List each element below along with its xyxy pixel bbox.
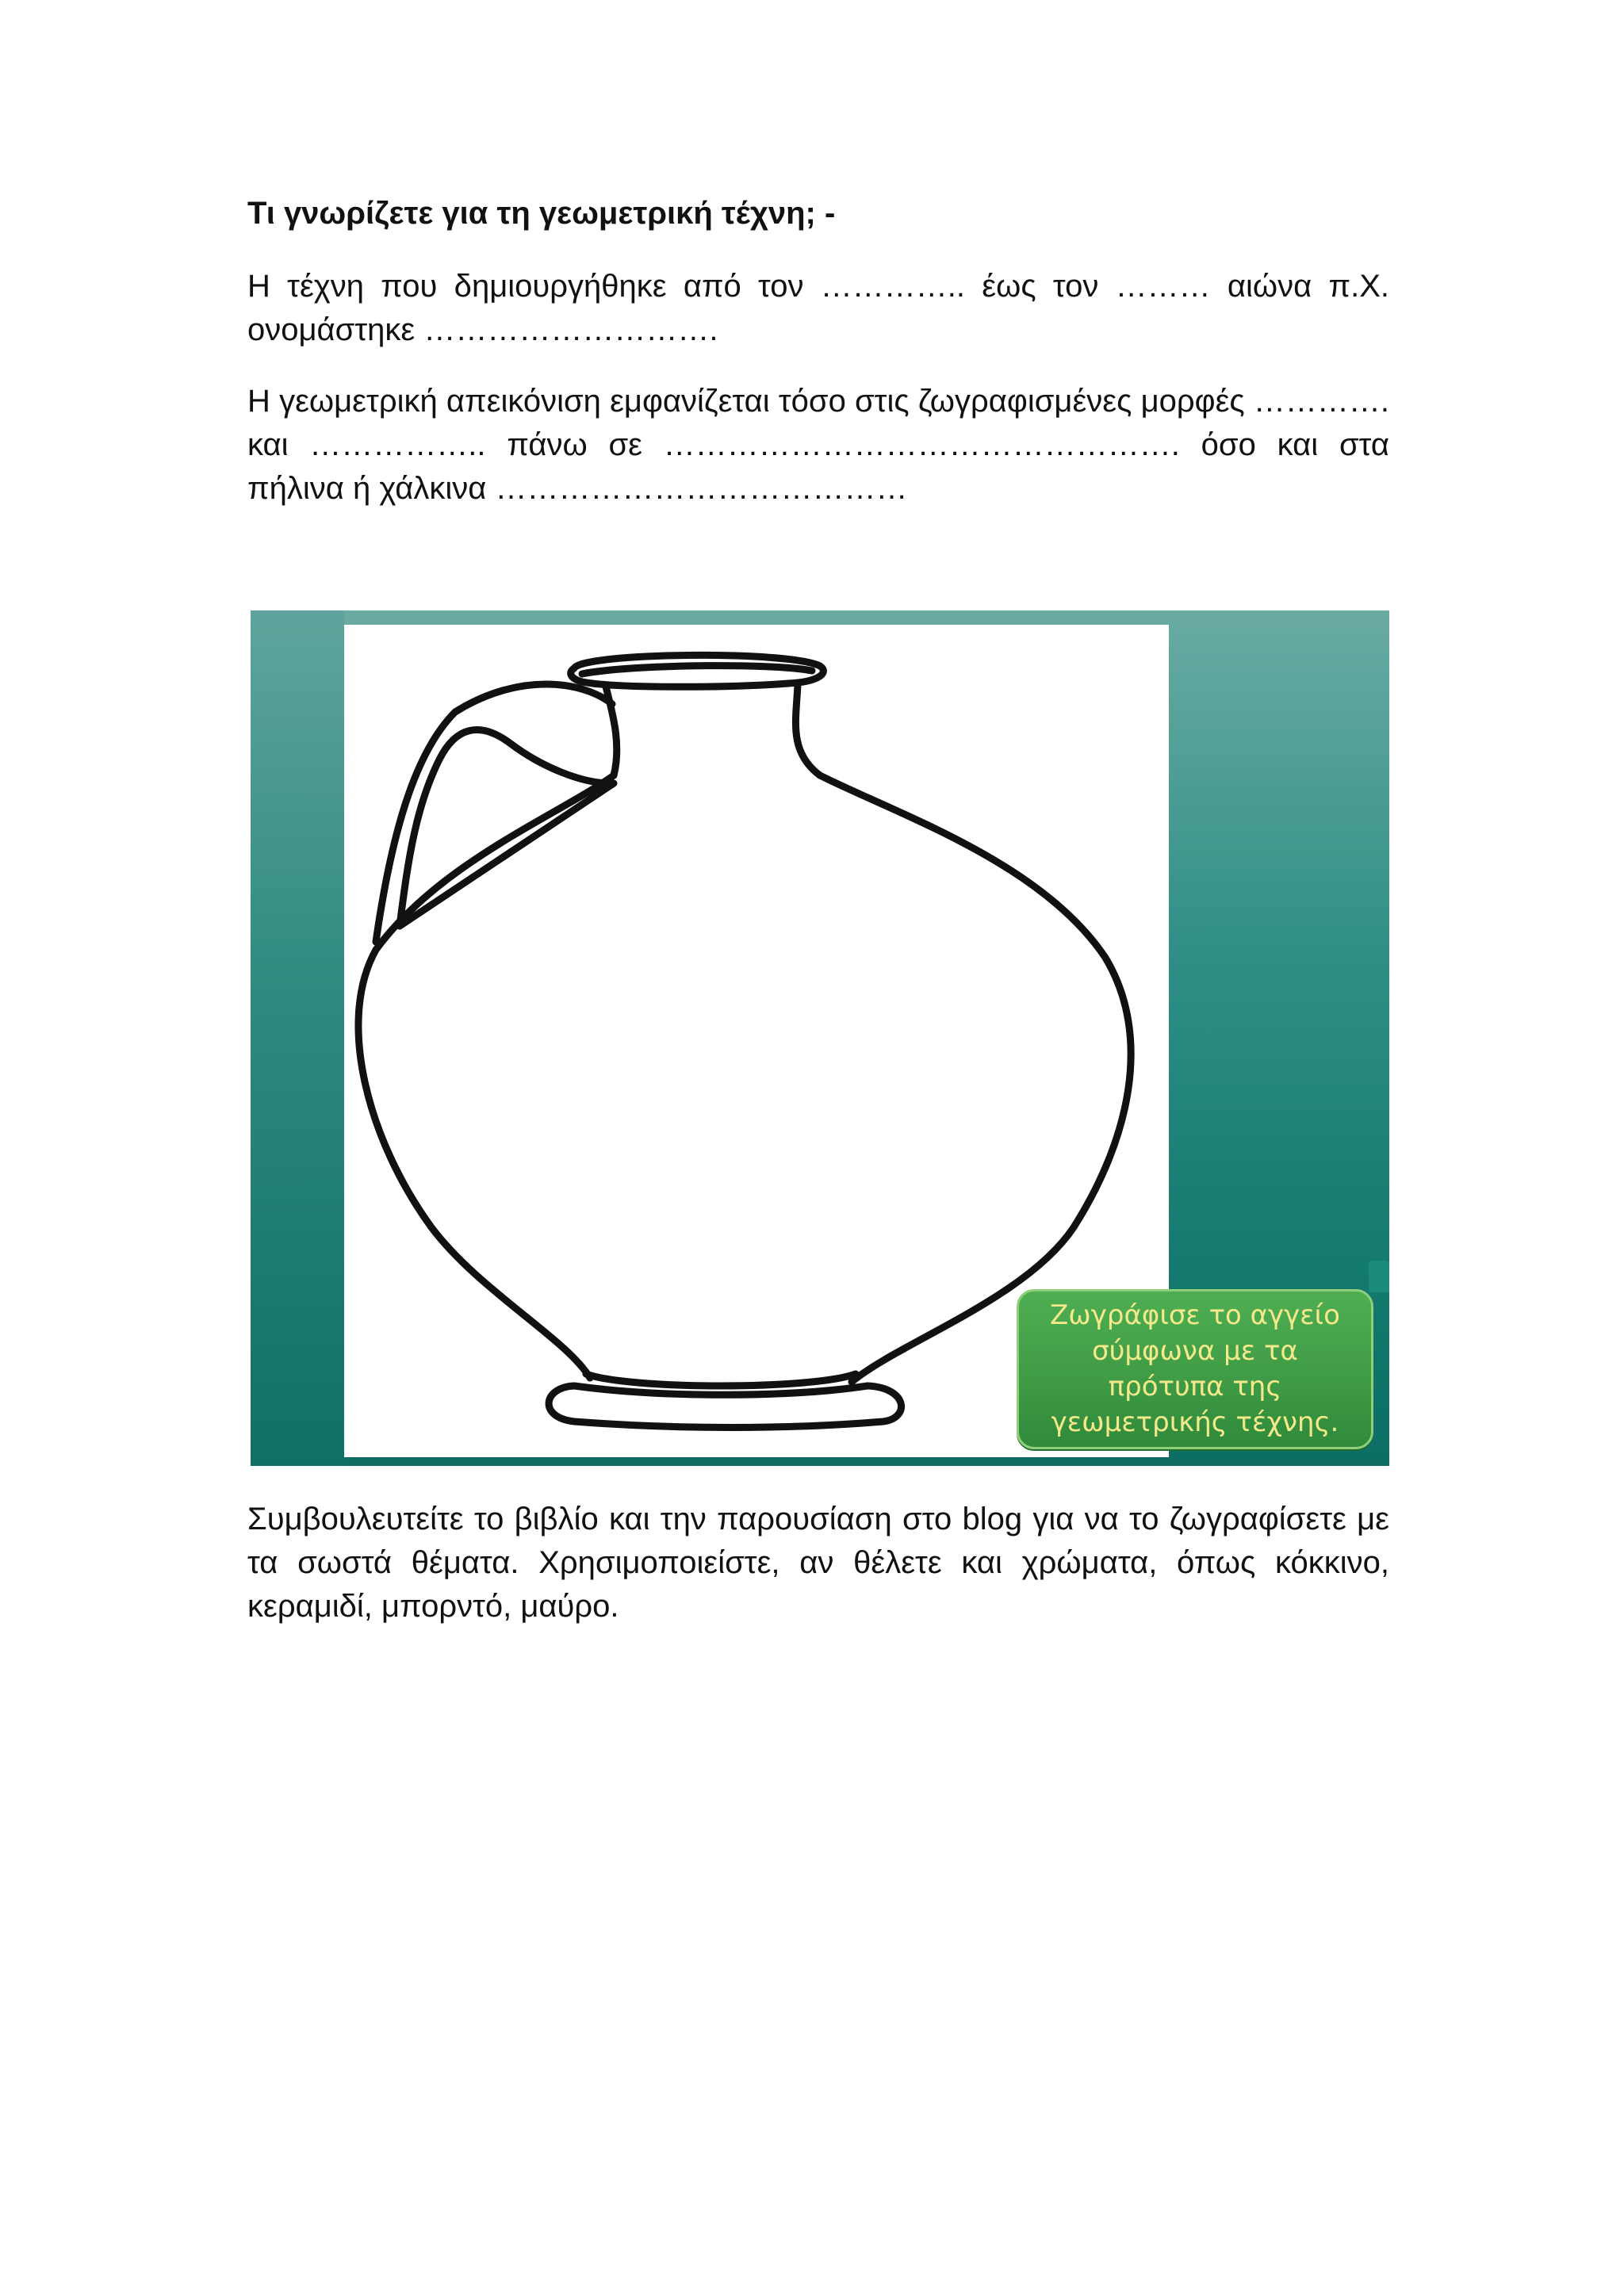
figure-corner-decoration [1369,1261,1389,1292]
vase-neck-right [795,685,820,775]
fill-in-paragraph-period: Η τέχνη που δημιουργήθηκε από τον ………….. έως τον ……… αιώνα π.Χ. ονομάστηκε ………………………. [247,269,1389,347]
vase-foot [549,1386,901,1428]
vase-rim-inner [582,666,812,674]
vase-foot-top [586,1374,856,1386]
vase-handle-outer [376,684,612,942]
figure-left-strip [251,610,344,1466]
advice-paragraph: Συμβουλευτείτε το βιβλίο και την παρουσίαση στο blog για να το ζωγραφίσετε με τα σωστά θέματα. Χρησιμοποιείστε, αν θέλετε και χρώματα, όπως κόκκινο, κεραμιδί, μπορντό, μαύρο. [247,1502,1389,1624]
worksheet-heading: Τι γνωρίζετε για τη γεωμετρική τέχνη; - [247,196,836,231]
instruction-callout [1017,1289,1373,1449]
fill-in-paragraph-depiction: Η γεωμετρική απεικόνιση εμφανίζεται τόσο στις ζωγραφισμένες μορφές …………. και …………….. πάνω σε …………………………………………. όσο και στα πήλινα ή χάλκινα ………………………………… [247,384,1389,506]
vase-drawing-figure [251,610,1389,1466]
instruction-callout-text: Ζωγράφισε το αγγείο σύμφωνα με τα πρότυπα της γεωμετρικής τέχνης. [1050,1299,1340,1438]
vase-handle-join [400,783,614,926]
